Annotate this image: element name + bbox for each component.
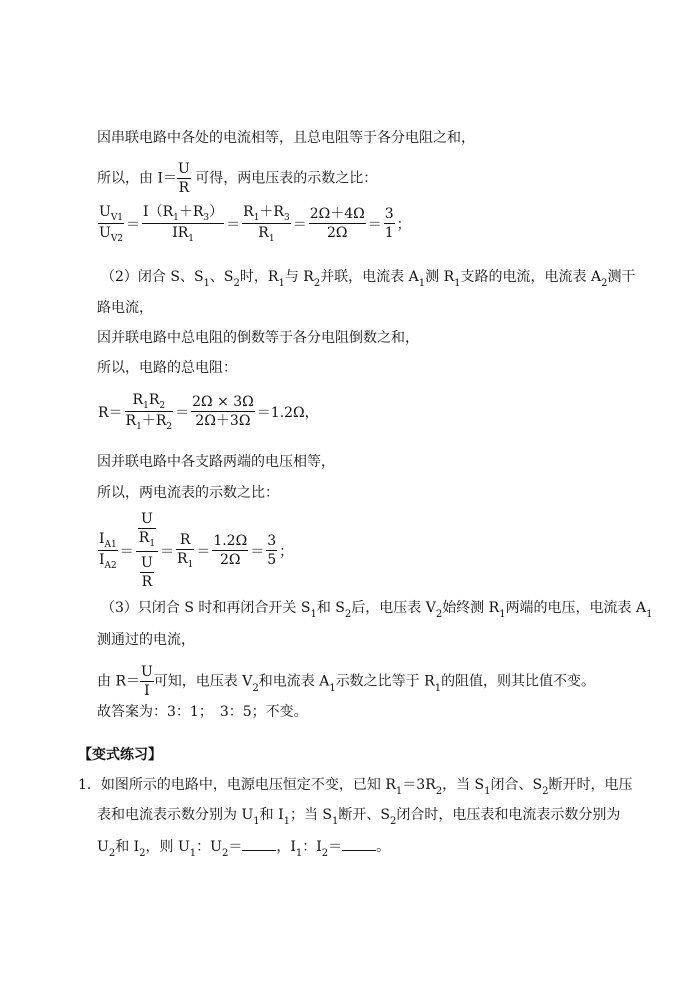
section-heading: 【变式练习】 xyxy=(78,747,162,763)
fraction-r-sum-over-r1: $\frac{R_1+R_3}{R_1}$ xyxy=(243,204,290,244)
fraction-u-over-r xyxy=(177,160,191,197)
text-line-series-current: 因串联电路中各处的电流相等，且总电阻等于各分电阻之和， xyxy=(97,130,475,146)
text-line-parallel-voltage: 因并联电路中各支路两端的电压相等， xyxy=(97,454,335,470)
fraction-compound: $\frac{\frac{U}{R_1}}{\frac{U}{R}}$ xyxy=(136,510,158,591)
text-line-ohm-law xyxy=(97,160,377,197)
text: 可得，两电压表的示数之比： xyxy=(195,170,378,187)
text-line-parallel-resistance: 因并联电路中总电阻的倒数等于各分电阻倒数之和， xyxy=(97,330,419,346)
answer-blank-current-ratio[interactable] xyxy=(342,836,376,851)
question-1-line-3: $U_2$和 $I_2$，则 $U_1$：$U_2=$ ，$I_1$：$I_2=$ 。 xyxy=(97,836,390,859)
fraction-r1r2-over-sum: $\frac{R_1R_2}{R_1+R_2}$ xyxy=(125,392,173,432)
text-line-part2: （2）闭合 S、$S_1$、$S_2$时，$R_1$与 $R_2$并联，电流表 $A_1$测 $R_1$支路的电流，电流表 $A_2$测干 xyxy=(101,269,636,289)
fraction-ir-sum-over-ir1: $\frac{I(R_1+R_3)}{IR_1}$ xyxy=(143,204,224,244)
text-line-part3-cont: 测通过的电流， xyxy=(97,632,195,648)
answer-blank-voltage-ratio[interactable] xyxy=(242,836,276,851)
fraction-result: $\frac{3}{5}$ xyxy=(267,533,277,568)
fraction-r-over-r1: $\frac{R}{R_1}$ xyxy=(177,532,194,570)
formula-voltage-ratio: $\frac{U_{V1}}{U_{V2}}$ ＝ $\frac{I(R_1+R_3)}{IR_1}$ ＝ $\frac{R_1+R_3}{R_1}$ ＝ $\frac{2\Omega+4\Omega}{2\Omega}$ ＝ $\frac{3}{1}$ ； xyxy=(99,204,411,244)
formula-ohm xyxy=(157,160,190,197)
formula-r-eq-u-over-i: R＝ $\frac{U}{I}$ xyxy=(115,664,153,699)
text-line-total-resistance: 所以，电路的总电阻： xyxy=(97,360,237,376)
text-line-answer: 故答案为：3：1； 3：5；不变。 xyxy=(97,704,308,720)
numerator: U xyxy=(177,161,190,177)
question-1-line-1: 1．如图所示的电路中，电源电压恒定不变，已知 $R_1=3R_2$，当 $S_1$闭合、$S_2$断开时，电压 xyxy=(78,777,633,797)
fraction-ohms: $\frac{2\Omega+4\Omega}{2\Omega}$ xyxy=(309,206,365,241)
fraction-ia1-ia2: $\frac{I_{A1}}{I_{A2}}$ xyxy=(99,531,117,571)
formula-current-ratio: $\frac{I_{A1}}{I_{A2}}$ ＝ $\frac{\frac{U}{R_1}}{\frac{U}{R}}$ ＝ $\frac{R}{R_1}$ ＝ $\frac{1.2\Omega}{2\Omega}$ ＝ $\frac{3}{5}$ ； xyxy=(99,511,294,590)
fraction-ohms-ratio: $\frac{1.2\Omega}{2\Omega}$ xyxy=(213,533,248,568)
fraction-result: $\frac{3}{1}$ xyxy=(384,206,394,241)
text-line-part2-cont: 路电流， xyxy=(97,300,153,316)
formula-lhs: I＝ xyxy=(157,170,177,187)
denominator: R xyxy=(178,180,190,196)
text-line-part3: （3）只闭合 S 时和再闭合开关 $S_1$和 $S_2$后，电压表 $V_2$始终测 $R_1$两端的电压，电流表 $A_1$ xyxy=(101,600,653,620)
question-1-line-2: 表和电流表示数分别为 $U_1$和 $I_1$；当 $S_1$断开、$S_2$闭合时，电压表和电流表示数分别为 xyxy=(97,807,621,827)
formula-total-resistance: R＝ $\frac{R_1R_2}{R_1+R_2}$ ＝ $\frac{2\Omega \times 3\Omega}{2\Omega+3\Omega}$ ＝1.2Ω， xyxy=(98,392,319,432)
text: 所以，由 xyxy=(97,170,153,187)
fraction-ohms-product: $\frac{2\Omega \times 3\Omega}{2\Omega+3\Omega}$ xyxy=(192,394,254,429)
text-line-current-ratio: 所以，两电流表的示数之比： xyxy=(97,485,279,501)
fraction-uv1-uv2: $\frac{U_{V1}}{U_{V2}}$ xyxy=(99,204,124,244)
text-line-part3-conclusion: 由 R＝ $\frac{U}{I}$ 可知，电压表 $V_2$和电流表 $A_1$示数之比等于 $R_1$的阻值，则其比值不变。 xyxy=(97,664,596,699)
